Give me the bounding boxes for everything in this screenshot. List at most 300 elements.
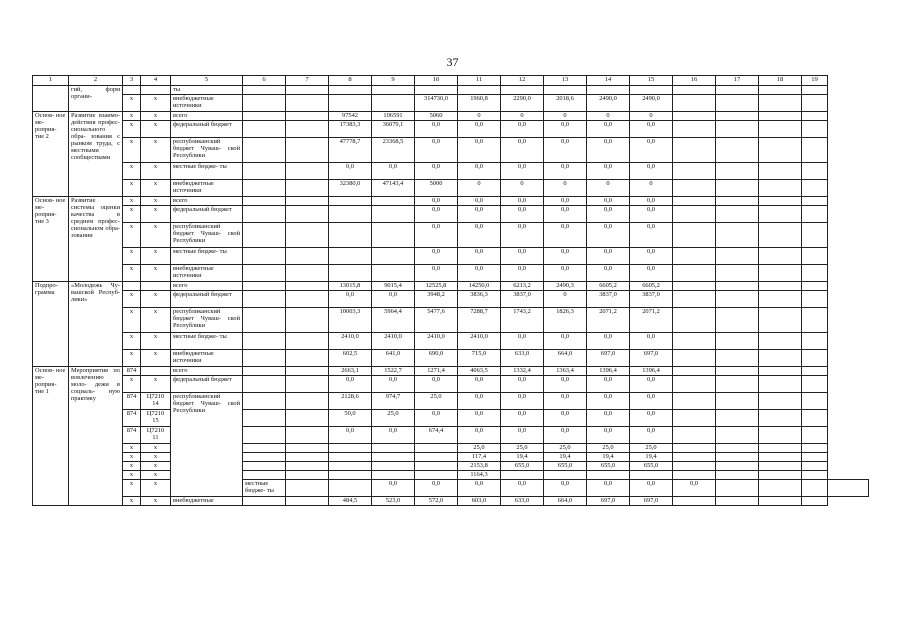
amount-cell: 602,5 <box>329 350 372 367</box>
amount-cell: 715,0 <box>458 350 501 367</box>
amount-cell: 0,0 <box>544 138 587 163</box>
blank-cell <box>243 248 286 265</box>
table-row <box>33 223 869 248</box>
amount-cell: 0,0 <box>372 291 415 308</box>
grbs-code-cell: x <box>123 444 141 453</box>
amount-cell: 117,4 <box>458 453 501 462</box>
amount-cell: 523,0 <box>372 497 415 506</box>
amount-cell: 10003,3 <box>329 308 372 333</box>
blank-cell <box>716 197 759 206</box>
blank-cell <box>673 265 716 282</box>
amount-cell: 0 <box>544 180 587 197</box>
grbs-code-cell: x <box>123 333 141 350</box>
amount-cell: 0,0 <box>372 427 415 444</box>
target-article-cell: x <box>141 95 171 112</box>
blank-cell <box>243 291 286 308</box>
program-name-cell: гий, форм органи- <box>69 86 123 112</box>
blank-cell <box>802 444 828 453</box>
grbs-code-cell: 874 <box>123 367 141 376</box>
amount-cell: 14250,0 <box>458 282 501 291</box>
amount-cell: 0,0 <box>415 410 458 427</box>
amount-cell: 0,0 <box>501 480 544 497</box>
blank-cell <box>243 497 286 506</box>
blank-cell <box>286 223 329 248</box>
amount-cell: 25,0 <box>501 444 544 453</box>
amount-cell: 0,0 <box>587 223 630 248</box>
amount-cell: 0,0 <box>458 138 501 163</box>
blank-cell <box>716 367 759 376</box>
amount-cell <box>501 86 544 95</box>
grbs-code-cell: 874 <box>123 410 141 427</box>
target-article-cell: x <box>141 462 171 471</box>
amount-cell: 0,0 <box>630 393 673 410</box>
blank-cell <box>673 462 716 471</box>
amount-cell <box>372 95 415 112</box>
blank-cell <box>759 350 802 367</box>
amount-cell: 0 <box>587 180 630 197</box>
funding-source-cell: федеральный бюджет <box>171 121 243 138</box>
grbs-code-cell: x <box>123 138 141 163</box>
amount-cell: 0,0 <box>501 248 544 265</box>
amount-cell: 0,0 <box>415 265 458 282</box>
amount-cell: 0,0 <box>587 333 630 350</box>
blank-cell <box>759 206 802 223</box>
blank-cell <box>759 410 802 427</box>
amount-cell: 0,0 <box>458 410 501 427</box>
amount-cell <box>329 223 372 248</box>
blank-cell <box>673 282 716 291</box>
table-row <box>33 333 869 350</box>
blank-cell <box>716 121 759 138</box>
amount-cell: 106591 <box>372 112 415 121</box>
amount-cell: 25,0 <box>372 410 415 427</box>
blank-cell <box>286 248 329 265</box>
amount-cell: 0,0 <box>544 197 587 206</box>
grbs-code-cell: x <box>123 462 141 471</box>
blank-cell <box>802 138 828 163</box>
amount-cell: 314730,0 <box>415 95 458 112</box>
blank-cell <box>716 471 759 480</box>
blank-cell <box>802 497 828 506</box>
blank-cell <box>286 453 329 462</box>
table-row <box>33 444 869 453</box>
blank-cell <box>286 282 329 291</box>
amount-cell: 0,0 <box>501 265 544 282</box>
blank-cell <box>286 471 329 480</box>
amount-cell: 0,0 <box>415 223 458 248</box>
amount-cell: 0,0 <box>673 480 716 497</box>
amount-cell: 0,0 <box>458 197 501 206</box>
blank-cell <box>759 444 802 453</box>
grbs-code-cell: x <box>123 112 141 121</box>
amount-cell: 0,0 <box>544 121 587 138</box>
funding-source-cell: внебюджетные <box>171 497 243 506</box>
amount-cell: 633,0 <box>501 497 544 506</box>
blank-cell <box>802 453 828 462</box>
blank-cell <box>802 163 828 180</box>
table-row <box>33 350 869 367</box>
amount-cell: 1960,8 <box>458 95 501 112</box>
blank-cell <box>716 350 759 367</box>
blank-cell <box>673 471 716 480</box>
blank-cell <box>802 393 828 410</box>
amount-cell <box>372 206 415 223</box>
amount-cell: 2410,0 <box>372 333 415 350</box>
column-number-3: 3 <box>123 76 141 86</box>
blank-cell <box>802 180 828 197</box>
table-row <box>33 248 869 265</box>
funding-source-cell: республиканский бюджет Чуваш- ской Республики <box>171 393 243 497</box>
amount-cell: 974,7 <box>372 393 415 410</box>
amount-cell <box>329 206 372 223</box>
table-row <box>33 282 869 291</box>
amount-cell: 0,0 <box>501 206 544 223</box>
amount-cell: 0,0 <box>458 121 501 138</box>
target-article-cell: x <box>141 180 171 197</box>
amount-cell <box>415 453 458 462</box>
blank-cell <box>802 95 828 112</box>
blank-cell <box>243 376 286 393</box>
blank-cell <box>243 95 286 112</box>
target-article-cell: x <box>141 350 171 367</box>
blank-cell <box>329 480 372 497</box>
blank-cell <box>802 350 828 367</box>
blank-cell <box>828 480 869 497</box>
amount-cell: 0,0 <box>458 265 501 282</box>
blank-cell <box>759 376 802 393</box>
blank-cell <box>286 333 329 350</box>
table-row <box>33 308 869 333</box>
blank-cell <box>802 112 828 121</box>
blank-cell <box>759 291 802 308</box>
blank-cell <box>759 95 802 112</box>
blank-cell <box>802 480 828 497</box>
blank-cell <box>716 163 759 180</box>
blank-cell <box>716 282 759 291</box>
amount-cell: 655,0 <box>587 462 630 471</box>
blank-cell <box>286 180 329 197</box>
table-row <box>33 206 869 223</box>
column-number-19: 19 <box>802 76 828 86</box>
amount-cell: 2410,0 <box>329 333 372 350</box>
amount-cell: 0,0 <box>329 291 372 308</box>
blank-cell <box>243 112 286 121</box>
table-row <box>33 95 869 112</box>
amount-cell: 0 <box>630 112 673 121</box>
amount-cell: 1164,3 <box>458 471 501 480</box>
target-article-cell: Ц7210 11 <box>141 427 171 444</box>
amount-cell: 0,0 <box>587 376 630 393</box>
blank-cell <box>759 223 802 248</box>
blank-cell <box>673 291 716 308</box>
blank-cell <box>716 393 759 410</box>
amount-cell: 0,0 <box>372 480 415 497</box>
amount-cell: 0,0 <box>501 223 544 248</box>
amount-cell: 697,0 <box>630 350 673 367</box>
blank-cell <box>716 95 759 112</box>
blank-cell <box>759 248 802 265</box>
amount-cell <box>372 197 415 206</box>
target-article-cell: x <box>141 223 171 248</box>
table-row <box>33 393 869 410</box>
grbs-code-cell: x <box>123 248 141 265</box>
blank-cell <box>759 333 802 350</box>
amount-cell <box>372 248 415 265</box>
page-number: 37 <box>446 55 459 69</box>
amount-cell <box>329 444 372 453</box>
grbs-code-cell: x <box>123 480 141 497</box>
program-section-cell <box>33 86 69 112</box>
amount-cell: 0,0 <box>415 197 458 206</box>
blank-cell <box>802 206 828 223</box>
amount-cell: 0,0 <box>415 248 458 265</box>
amount-cell: 0 <box>544 291 587 308</box>
blank-cell <box>243 282 286 291</box>
column-number-row <box>33 76 869 86</box>
blank-cell <box>673 197 716 206</box>
amount-cell: 19,4 <box>501 453 544 462</box>
program-name-cell: Мероприятия по вовлечению моло- дежи в социаль- ную практику <box>69 367 123 506</box>
amount-cell: 2490,0 <box>630 95 673 112</box>
target-article-cell <box>141 282 171 291</box>
funding-source-cell: федеральный бюджет <box>171 291 243 308</box>
blank-cell <box>673 444 716 453</box>
blank-cell <box>286 410 329 427</box>
amount-cell: 655,0 <box>544 462 587 471</box>
table-row <box>33 180 869 197</box>
program-name-cell: Развитие взаимо- действия профес- сионального обра- зования с рынком труда, с местными сообществами <box>69 112 123 197</box>
amount-cell: 0,0 <box>587 138 630 163</box>
program-section-cell: Основ- ное ме- роприя- тие 2 <box>33 112 69 197</box>
table-row <box>33 367 869 376</box>
blank-cell <box>802 410 828 427</box>
amount-cell: 2071,2 <box>587 308 630 333</box>
amount-cell: 633,0 <box>501 350 544 367</box>
blank-cell <box>759 180 802 197</box>
funding-source-cell: внебюджетные источники <box>171 350 243 367</box>
blank-cell <box>286 497 329 506</box>
blank-cell <box>716 427 759 444</box>
grbs-code-cell: x <box>123 197 141 206</box>
target-article-cell: x <box>141 480 171 497</box>
blank-cell <box>802 333 828 350</box>
amount-cell <box>587 86 630 95</box>
table-row <box>33 497 869 506</box>
amount-cell: 697,0 <box>587 350 630 367</box>
amount-cell: 2128,6 <box>329 393 372 410</box>
amount-cell: 664,0 <box>544 350 587 367</box>
blank-cell <box>716 112 759 121</box>
funding-source-cell: местные бюдже- ты <box>243 480 286 497</box>
amount-cell <box>329 197 372 206</box>
blank-cell <box>716 206 759 223</box>
blank-cell <box>673 180 716 197</box>
amount-cell: 0,0 <box>544 410 587 427</box>
blank-cell <box>243 393 286 410</box>
amount-cell: 0,0 <box>587 121 630 138</box>
column-number-4: 4 <box>141 76 171 86</box>
amount-cell: 2410,0 <box>458 333 501 350</box>
amount-cell <box>415 86 458 95</box>
table-row <box>33 291 869 308</box>
blank-cell <box>716 444 759 453</box>
funding-source-cell: всего <box>171 282 243 291</box>
amount-cell: 0,0 <box>587 248 630 265</box>
grbs-code-cell: 874 <box>123 427 141 444</box>
amount-cell: 25,0 <box>544 444 587 453</box>
amount-cell: 3837,0 <box>587 291 630 308</box>
amount-cell: 0,0 <box>415 480 458 497</box>
target-article-cell: x <box>141 197 171 206</box>
blank-cell <box>759 282 802 291</box>
amount-cell: 0,0 <box>630 410 673 427</box>
blank-cell <box>243 206 286 223</box>
amount-cell: 0,0 <box>501 163 544 180</box>
target-article-cell: x <box>141 308 171 333</box>
amount-cell: 7288,7 <box>458 308 501 333</box>
target-article-cell: x <box>141 333 171 350</box>
blank-cell <box>802 308 828 333</box>
table-row <box>33 376 869 393</box>
amount-cell: 0,0 <box>544 248 587 265</box>
amount-cell: 3836,3 <box>458 291 501 308</box>
amount-cell <box>329 248 372 265</box>
amount-cell: 3837,0 <box>630 291 673 308</box>
blank-cell <box>673 333 716 350</box>
amount-cell: 0,0 <box>415 376 458 393</box>
amount-cell: 0,0 <box>587 480 630 497</box>
column-number-5: 5 <box>171 76 243 86</box>
grbs-code-cell: x <box>123 453 141 462</box>
blank-cell <box>759 497 802 506</box>
amount-cell: 655,0 <box>630 462 673 471</box>
blank-cell <box>286 350 329 367</box>
blank-cell <box>673 206 716 223</box>
table-row <box>33 112 869 121</box>
grbs-code-cell: x <box>123 223 141 248</box>
amount-cell <box>372 471 415 480</box>
blank-cell <box>759 462 802 471</box>
blank-cell <box>759 393 802 410</box>
amount-cell: 17383,3 <box>329 121 372 138</box>
target-article-cell: x <box>141 497 171 506</box>
blank-cell <box>243 163 286 180</box>
blank-cell <box>286 138 329 163</box>
blank-cell <box>673 376 716 393</box>
amount-cell: 0,0 <box>630 480 673 497</box>
blank-cell <box>673 112 716 121</box>
funding-source-cell: местные бюдже- ты <box>171 333 243 350</box>
amount-cell: 690,0 <box>415 350 458 367</box>
funding-source-cell: внебюджетные источники <box>171 265 243 282</box>
amount-cell: 4063,5 <box>458 367 501 376</box>
amount-cell: 0,0 <box>630 248 673 265</box>
blank-cell <box>759 453 802 462</box>
blank-cell <box>243 86 286 95</box>
blank-cell <box>759 138 802 163</box>
target-article-cell: x <box>141 138 171 163</box>
blank-cell <box>759 112 802 121</box>
amount-cell <box>630 471 673 480</box>
amount-cell: 0,0 <box>544 376 587 393</box>
amount-cell: 32380,0 <box>329 180 372 197</box>
funding-source-cell: всего <box>171 112 243 121</box>
blank-cell <box>673 350 716 367</box>
amount-cell: 25,0 <box>587 444 630 453</box>
amount-cell: 5060 <box>415 112 458 121</box>
amount-cell: 2153,8 <box>458 462 501 471</box>
column-number-12: 12 <box>501 76 544 86</box>
amount-cell: 0,0 <box>587 206 630 223</box>
amount-cell: 3837,0 <box>501 291 544 308</box>
table-row <box>33 427 869 444</box>
amount-cell: 0,0 <box>544 163 587 180</box>
target-article-cell: x <box>141 453 171 462</box>
amount-cell: 25,0 <box>415 393 458 410</box>
amount-cell: 19,4 <box>587 453 630 462</box>
target-article-cell: x <box>141 112 171 121</box>
target-article-cell: x <box>141 471 171 480</box>
amount-cell: 47143,4 <box>372 180 415 197</box>
amount-cell: 0,0 <box>458 393 501 410</box>
blank-cell <box>243 367 286 376</box>
amount-cell <box>372 453 415 462</box>
grbs-code-cell: x <box>123 497 141 506</box>
blank-cell <box>716 453 759 462</box>
funding-source-cell: местные бюдже- ты <box>171 163 243 180</box>
blank-cell <box>286 367 329 376</box>
program-section-cell: Основ- ное ме- роприя- тие 1 <box>33 367 69 506</box>
amount-cell: 0,0 <box>544 480 587 497</box>
amount-cell: 0,0 <box>544 265 587 282</box>
amount-cell: 1826,3 <box>544 308 587 333</box>
amount-cell: 0,0 <box>587 393 630 410</box>
amount-cell: 0 <box>458 112 501 121</box>
amount-cell: 484,5 <box>329 497 372 506</box>
target-article-cell <box>141 367 171 376</box>
amount-cell: 0,0 <box>415 206 458 223</box>
grbs-code-cell: x <box>123 121 141 138</box>
amount-cell: 0,0 <box>630 121 673 138</box>
column-number-17: 17 <box>716 76 759 86</box>
amount-cell: 50,0 <box>329 410 372 427</box>
blank-cell <box>286 121 329 138</box>
amount-cell: 6213,2 <box>501 282 544 291</box>
amount-cell <box>501 471 544 480</box>
amount-cell: 2410,0 <box>415 333 458 350</box>
target-article-cell: Ц7210 15 <box>141 410 171 427</box>
amount-cell: 0,0 <box>587 410 630 427</box>
amount-cell <box>329 471 372 480</box>
amount-cell <box>630 86 673 95</box>
amount-cell: 2290,0 <box>501 95 544 112</box>
program-section-cell: Основ- ное ме- роприя- тие 3 <box>33 197 69 282</box>
column-number-15: 15 <box>630 76 673 86</box>
amount-cell: 36079,1 <box>372 121 415 138</box>
blank-cell <box>673 121 716 138</box>
blank-cell <box>802 471 828 480</box>
amount-cell: 0,0 <box>458 163 501 180</box>
blank-cell <box>673 95 716 112</box>
amount-cell: 0,0 <box>544 393 587 410</box>
amount-cell <box>372 462 415 471</box>
amount-cell: 0,0 <box>501 121 544 138</box>
target-article-cell: x <box>141 206 171 223</box>
grbs-code-cell: x <box>123 350 141 367</box>
amount-cell: 0,0 <box>630 427 673 444</box>
amount-cell: 0,0 <box>501 333 544 350</box>
blank-cell <box>243 138 286 163</box>
